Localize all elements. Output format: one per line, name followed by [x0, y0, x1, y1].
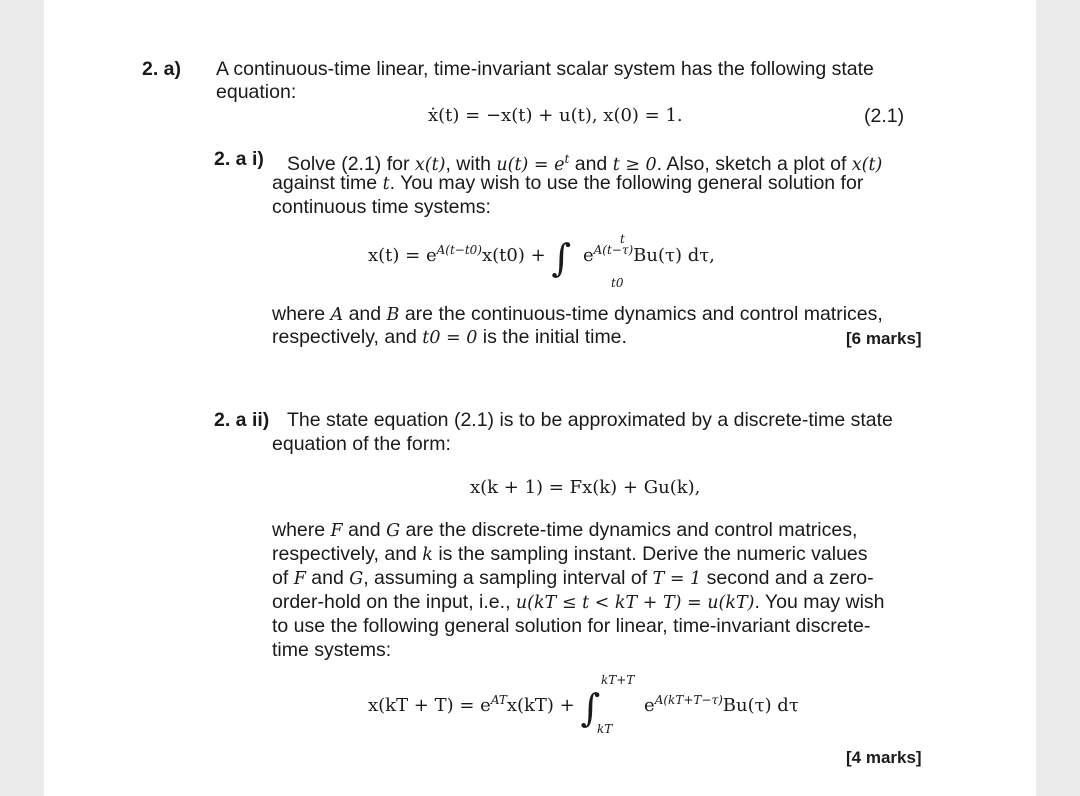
state-equation-2-1: ẋ(t) = −x(t) + u(t), x(0) = 1.	[428, 105, 683, 126]
where-part: are the continuous-time dynamics and control matrices,	[399, 303, 883, 325]
q2ai-line1-part: . Also, sketch a plot of	[656, 153, 852, 175]
eq-exponent-1: A(t−t0)	[436, 243, 482, 257]
q2ai-where-line1	[272, 302, 883, 327]
matrix-G: G	[386, 521, 401, 541]
integral-sign: ∫	[580, 686, 601, 730]
integral-lower-limit: kT	[597, 722, 613, 736]
eq-exponent-2: A(t−τ)	[593, 243, 634, 257]
initial-time: t0 = 0	[422, 328, 478, 348]
q2aii-para-line3	[272, 566, 874, 591]
matrix-F: F	[293, 569, 306, 589]
eq-mid: x(t0) +	[481, 245, 546, 266]
continuous-general-solution	[368, 236, 715, 280]
eq2-exponent-2: A(kT+T−τ)	[654, 693, 723, 707]
q2ai-line1-part: , with	[445, 153, 497, 175]
integral-sign: ∫	[551, 236, 572, 280]
eq-tail: Bu(τ) dτ,	[633, 245, 715, 266]
q2ai-line3: continuous time systems:	[272, 196, 491, 218]
input-definition: u(t) = e	[496, 155, 565, 175]
time-symbol: t	[382, 174, 390, 194]
q2a-intro-line2: equation:	[216, 81, 297, 103]
sampling-interval: T = 1	[652, 569, 702, 589]
matrix-B: B	[386, 305, 400, 325]
question-label-2a: 2. a)	[142, 58, 182, 80]
para-part: is the sampling instant. Derive the numeric values	[432, 543, 868, 565]
eq-lhs: x(t) = e	[368, 245, 437, 266]
discrete-general-solution	[368, 686, 799, 730]
integral-lower-limit: t0	[611, 276, 624, 290]
para-part: and	[305, 567, 350, 589]
eq2-exponent-1: AT	[490, 693, 507, 707]
para-part: respectively, and	[272, 543, 423, 565]
matrix-F: F	[330, 521, 343, 541]
eq2-mid: x(kT) +	[506, 695, 575, 716]
q2ai-line1-part: and	[569, 153, 613, 175]
para-part: where	[272, 519, 331, 541]
para-part: second and a zero-	[701, 567, 874, 589]
q2aii-line2: equation of the form:	[272, 433, 451, 455]
q2ai-line2	[272, 171, 863, 196]
where-part: is the initial time.	[477, 326, 627, 348]
marks-2aii: [4 marks]	[846, 748, 922, 767]
q2ai-line2-part: . You may wish to use the following general solution for	[389, 172, 864, 194]
sampling-instant-k: k	[422, 545, 433, 565]
q2aii-para-line4	[272, 590, 885, 615]
q2aii-para-line1	[272, 518, 857, 543]
eq-e: e	[582, 245, 594, 266]
para-part: and	[342, 519, 387, 541]
eq2-lhs: x(kT + T) = e	[368, 695, 491, 716]
para-part: of	[272, 567, 294, 589]
q2ai-where-line2	[272, 325, 627, 350]
x-of-t: x(t)	[414, 155, 446, 175]
para-part: , assuming a sampling interval of	[363, 567, 653, 589]
q2aii-line1: The state equation (2.1) is to be approximated by a discrete-time state	[287, 409, 893, 431]
x-of-t: x(t)	[851, 155, 883, 175]
zero-order-hold-condition: u(kT ≤ t < kT + T) = u(kT)	[515, 593, 755, 613]
time-condition: t ≥ 0	[612, 155, 657, 175]
q2ai-line2-part: against time	[272, 172, 383, 194]
integral-upper-limit: kT+T	[601, 673, 635, 687]
discrete-state-equation: x(k + 1) = Fx(k) + Gu(k),	[470, 477, 701, 498]
para-part: are the discrete-time dynamics and control matrices,	[400, 519, 858, 541]
eq2-tail: Bu(τ) dτ	[722, 695, 799, 716]
para-part: order-hold on the input, i.e.,	[272, 591, 516, 613]
where-part: respectively, and	[272, 326, 423, 348]
where-part: and	[343, 303, 387, 325]
integral-upper-limit: t	[620, 232, 625, 246]
question-label-2ai: 2. a i)	[214, 148, 264, 170]
matrix-G: G	[349, 569, 364, 589]
q2a-intro-line1: A continuous-time linear, time-invariant scalar system has the following state	[216, 58, 874, 80]
para-part: . You may wish	[754, 591, 885, 613]
input-exponent: t	[564, 152, 570, 166]
q2aii-para-line6: time systems:	[272, 639, 392, 661]
q2aii-para-line2	[272, 542, 868, 567]
q2ai-line1-part: Solve (2.1) for	[287, 153, 415, 175]
eq2-e: e	[644, 695, 655, 716]
matrix-A: A	[330, 305, 344, 325]
marks-2ai: [6 marks]	[846, 329, 922, 348]
equation-number-2-1: (2.1)	[864, 105, 905, 127]
where-part: where	[272, 303, 331, 325]
q2aii-para-line5: to use the following general solution for linear, time-invariant discrete-	[272, 615, 871, 637]
question-label-2aii: 2. a ii)	[214, 409, 270, 431]
